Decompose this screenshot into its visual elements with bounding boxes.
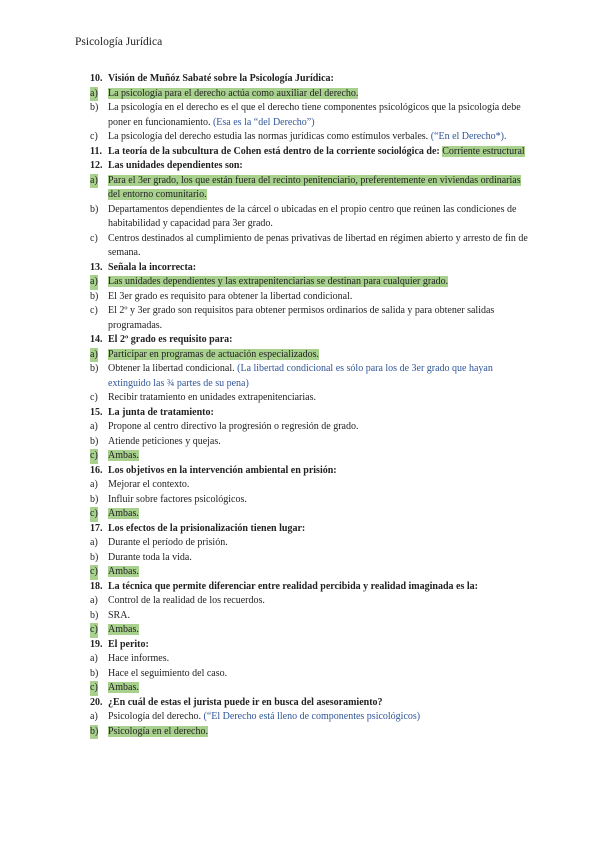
question-number: 16. — [90, 464, 103, 476]
answer-option — [90, 507, 530, 522]
option-text: Obtener la libertad condicional. — [108, 363, 235, 374]
question-text: La teoría de la subcultura de Cohen está dentro de la corriente sociológica de: — [108, 145, 440, 157]
option-text: Ambas. — [108, 624, 139, 635]
option-letter: c) — [90, 392, 98, 403]
option-letter: c) — [90, 623, 98, 638]
answer-option — [90, 478, 530, 493]
option-letter: b) — [90, 290, 99, 302]
option-text: El 2º y 3er grado son requisitos para obtener permisos ordinarios de salida y para obtener salidas programadas. — [108, 305, 495, 331]
answer-option — [90, 304, 530, 333]
answer-option — [90, 203, 530, 232]
answer-option — [90, 493, 530, 508]
answer-option — [90, 362, 530, 391]
option-letter: a) — [90, 348, 98, 363]
question-heading — [90, 580, 530, 595]
question-number: 12. — [90, 160, 103, 171]
question-number: 13. — [90, 261, 103, 273]
option-letter: b) — [90, 363, 99, 374]
option-letter: c) — [90, 507, 98, 522]
answer-option — [90, 87, 530, 102]
option-note: (“En el Derecho*). — [430, 131, 507, 142]
answer-option — [90, 130, 530, 145]
question-heading — [90, 638, 530, 653]
answer-option — [90, 348, 530, 363]
option-text: Ambas. — [108, 450, 139, 461]
answer-option — [90, 725, 530, 740]
question-heading — [90, 261, 530, 276]
option-letter: a) — [90, 174, 98, 189]
option-letter: a) — [90, 653, 98, 664]
option-text: Departamentos dependientes de la cárcel o ubicadas en el propio centro que reúnen las condiciones de habitabilidad y capacidad para 3er grado. — [108, 203, 517, 229]
question-list — [90, 72, 530, 739]
question-number: 17. — [90, 522, 103, 534]
question-text: Los efectos de la prisionalización tienen lugar: — [108, 522, 306, 534]
option-note: (Esa es la “del Derecho”) — [212, 116, 315, 128]
option-text: Participar en programas de actuación especializados. — [108, 348, 320, 360]
option-text: Influir sobre factores psicológicos. — [108, 493, 247, 505]
question-text: El 2º grado es requisito para: — [108, 334, 233, 345]
option-text: La psicología para el derecho actúa como auxiliar del derecho. — [108, 87, 359, 99]
question-heading — [90, 145, 530, 160]
option-text: Hace el seguimiento del caso. — [108, 667, 228, 679]
option-letter: b) — [90, 667, 99, 679]
answer-option — [90, 652, 530, 667]
option-text: Psicología en el derecho. — [108, 725, 208, 737]
inline-answer: Corriente estructural — [442, 145, 525, 157]
question-text: La técnica que permite diferenciar entre realidad percibida y realidad imaginada es la: — [108, 580, 478, 592]
option-letter: c) — [90, 232, 98, 244]
option-text: Centros destinados al cumplimiento de penas privativas de libertad en régimen abierto y arresto de fin de semana. — [108, 232, 528, 258]
answer-option — [90, 420, 530, 435]
document-header: Psicología Jurídica — [75, 36, 163, 48]
option-letter: a) — [90, 479, 98, 490]
option-letter: a) — [90, 711, 98, 722]
answer-option — [90, 275, 530, 290]
option-letter: b) — [90, 551, 99, 563]
option-letter: c) — [90, 305, 98, 316]
option-text: Control de la realidad de los recuerdos. — [108, 595, 265, 606]
question-text: Los objetivos en la intervención ambiental en prisión: — [108, 464, 337, 476]
option-text: Atiende peticiones y quejas. — [108, 435, 221, 447]
option-letter: a) — [90, 87, 98, 102]
option-letter: a) — [90, 421, 98, 432]
question-text: La junta de tratamiento: — [108, 406, 214, 418]
answer-option — [90, 710, 530, 725]
question-heading — [90, 464, 530, 479]
answer-option — [90, 449, 530, 464]
question-number: 20. — [90, 696, 103, 708]
option-letter: b) — [90, 203, 99, 215]
answer-option — [90, 565, 530, 580]
option-text: Ambas. — [108, 508, 139, 519]
answer-option — [90, 391, 530, 406]
answer-option — [90, 232, 530, 261]
option-letter: b) — [90, 102, 99, 113]
answer-option — [90, 536, 530, 551]
option-text: Psicología del derecho. — [108, 711, 202, 722]
option-text: Durante el período de prisión. — [108, 537, 228, 548]
answer-option — [90, 623, 530, 638]
option-letter: b) — [90, 725, 98, 740]
option-text: Ambas. — [108, 566, 139, 577]
answer-option — [90, 667, 530, 682]
answer-option — [90, 681, 530, 696]
question-text: Las unidades dependientes son: — [108, 160, 243, 171]
question-heading — [90, 72, 530, 87]
option-text: Ambas. — [108, 682, 139, 693]
option-letter: c) — [90, 449, 98, 464]
question-number: 19. — [90, 638, 103, 650]
question-heading — [90, 696, 530, 711]
question-text: Señala la incorrecta: — [108, 261, 197, 273]
question-number: 18. — [90, 580, 103, 592]
question-heading — [90, 522, 530, 537]
answer-option — [90, 609, 530, 624]
option-text: Durante toda la vida. — [108, 551, 192, 563]
option-letter: c) — [90, 565, 98, 580]
option-letter: b) — [90, 609, 99, 621]
question-number: 14. — [90, 334, 103, 345]
question-text: ¿En cuál de estas el jurista puede ir en busca del asesoramiento? — [108, 696, 383, 708]
answer-option — [90, 594, 530, 609]
question-heading — [90, 159, 530, 174]
answer-option — [90, 290, 530, 305]
option-text: El 3er grado es requisito para obtener la libertad condicional. — [108, 290, 353, 302]
option-text: Las unidades dependientes y las extrapenitenciarias se destinan para cualquier grado. — [108, 276, 449, 287]
answer-option — [90, 174, 530, 203]
option-text: La psicología en el derecho es el que el derecho tiene componentes psicológicos que la psicología debe poner en funcionamiento. — [108, 102, 521, 128]
question-number: 10. — [90, 73, 103, 84]
question-number: 15. — [90, 406, 103, 418]
option-text: Hace informes. — [108, 653, 170, 664]
answer-option — [90, 551, 530, 566]
option-note: (La libertad condicional es sólo para los de 3er grado que hayan extinguido las ¾ partes de su pena) — [108, 363, 493, 389]
option-letter: a) — [90, 595, 98, 606]
option-text: Mejorar el contexto. — [108, 479, 190, 490]
option-text: La psicología del derecho estudia las normas jurídicas como estímulos verbales. — [108, 131, 429, 142]
question-text: El perito: — [108, 638, 149, 650]
answer-option — [90, 101, 530, 130]
option-letter: c) — [90, 131, 98, 142]
option-text: SRA. — [108, 609, 130, 621]
option-text: Recibir tratamiento en unidades extrapenitenciarias. — [108, 392, 316, 403]
question-number: 11. — [90, 145, 102, 157]
option-letter: a) — [90, 275, 98, 290]
question-heading — [90, 333, 530, 348]
answer-option — [90, 435, 530, 450]
option-letter: b) — [90, 435, 99, 447]
question-heading — [90, 406, 530, 421]
option-note: (“El Derecho está lleno de componentes psicológicos) — [203, 711, 421, 722]
option-text: Propone al centro directivo la progresión o regresión de grado. — [108, 421, 359, 432]
option-letter: b) — [90, 493, 99, 505]
option-letter: c) — [90, 681, 98, 696]
option-letter: a) — [90, 537, 98, 548]
question-text: Visión de Muñóz Sabaté sobre la Psicología Jurídica: — [108, 73, 334, 84]
option-text: Para el 3er grado, los que están fuera del recinto penitenciario, preferentemente en viviendas ordinarias del entorno comunitario. — [108, 174, 521, 200]
